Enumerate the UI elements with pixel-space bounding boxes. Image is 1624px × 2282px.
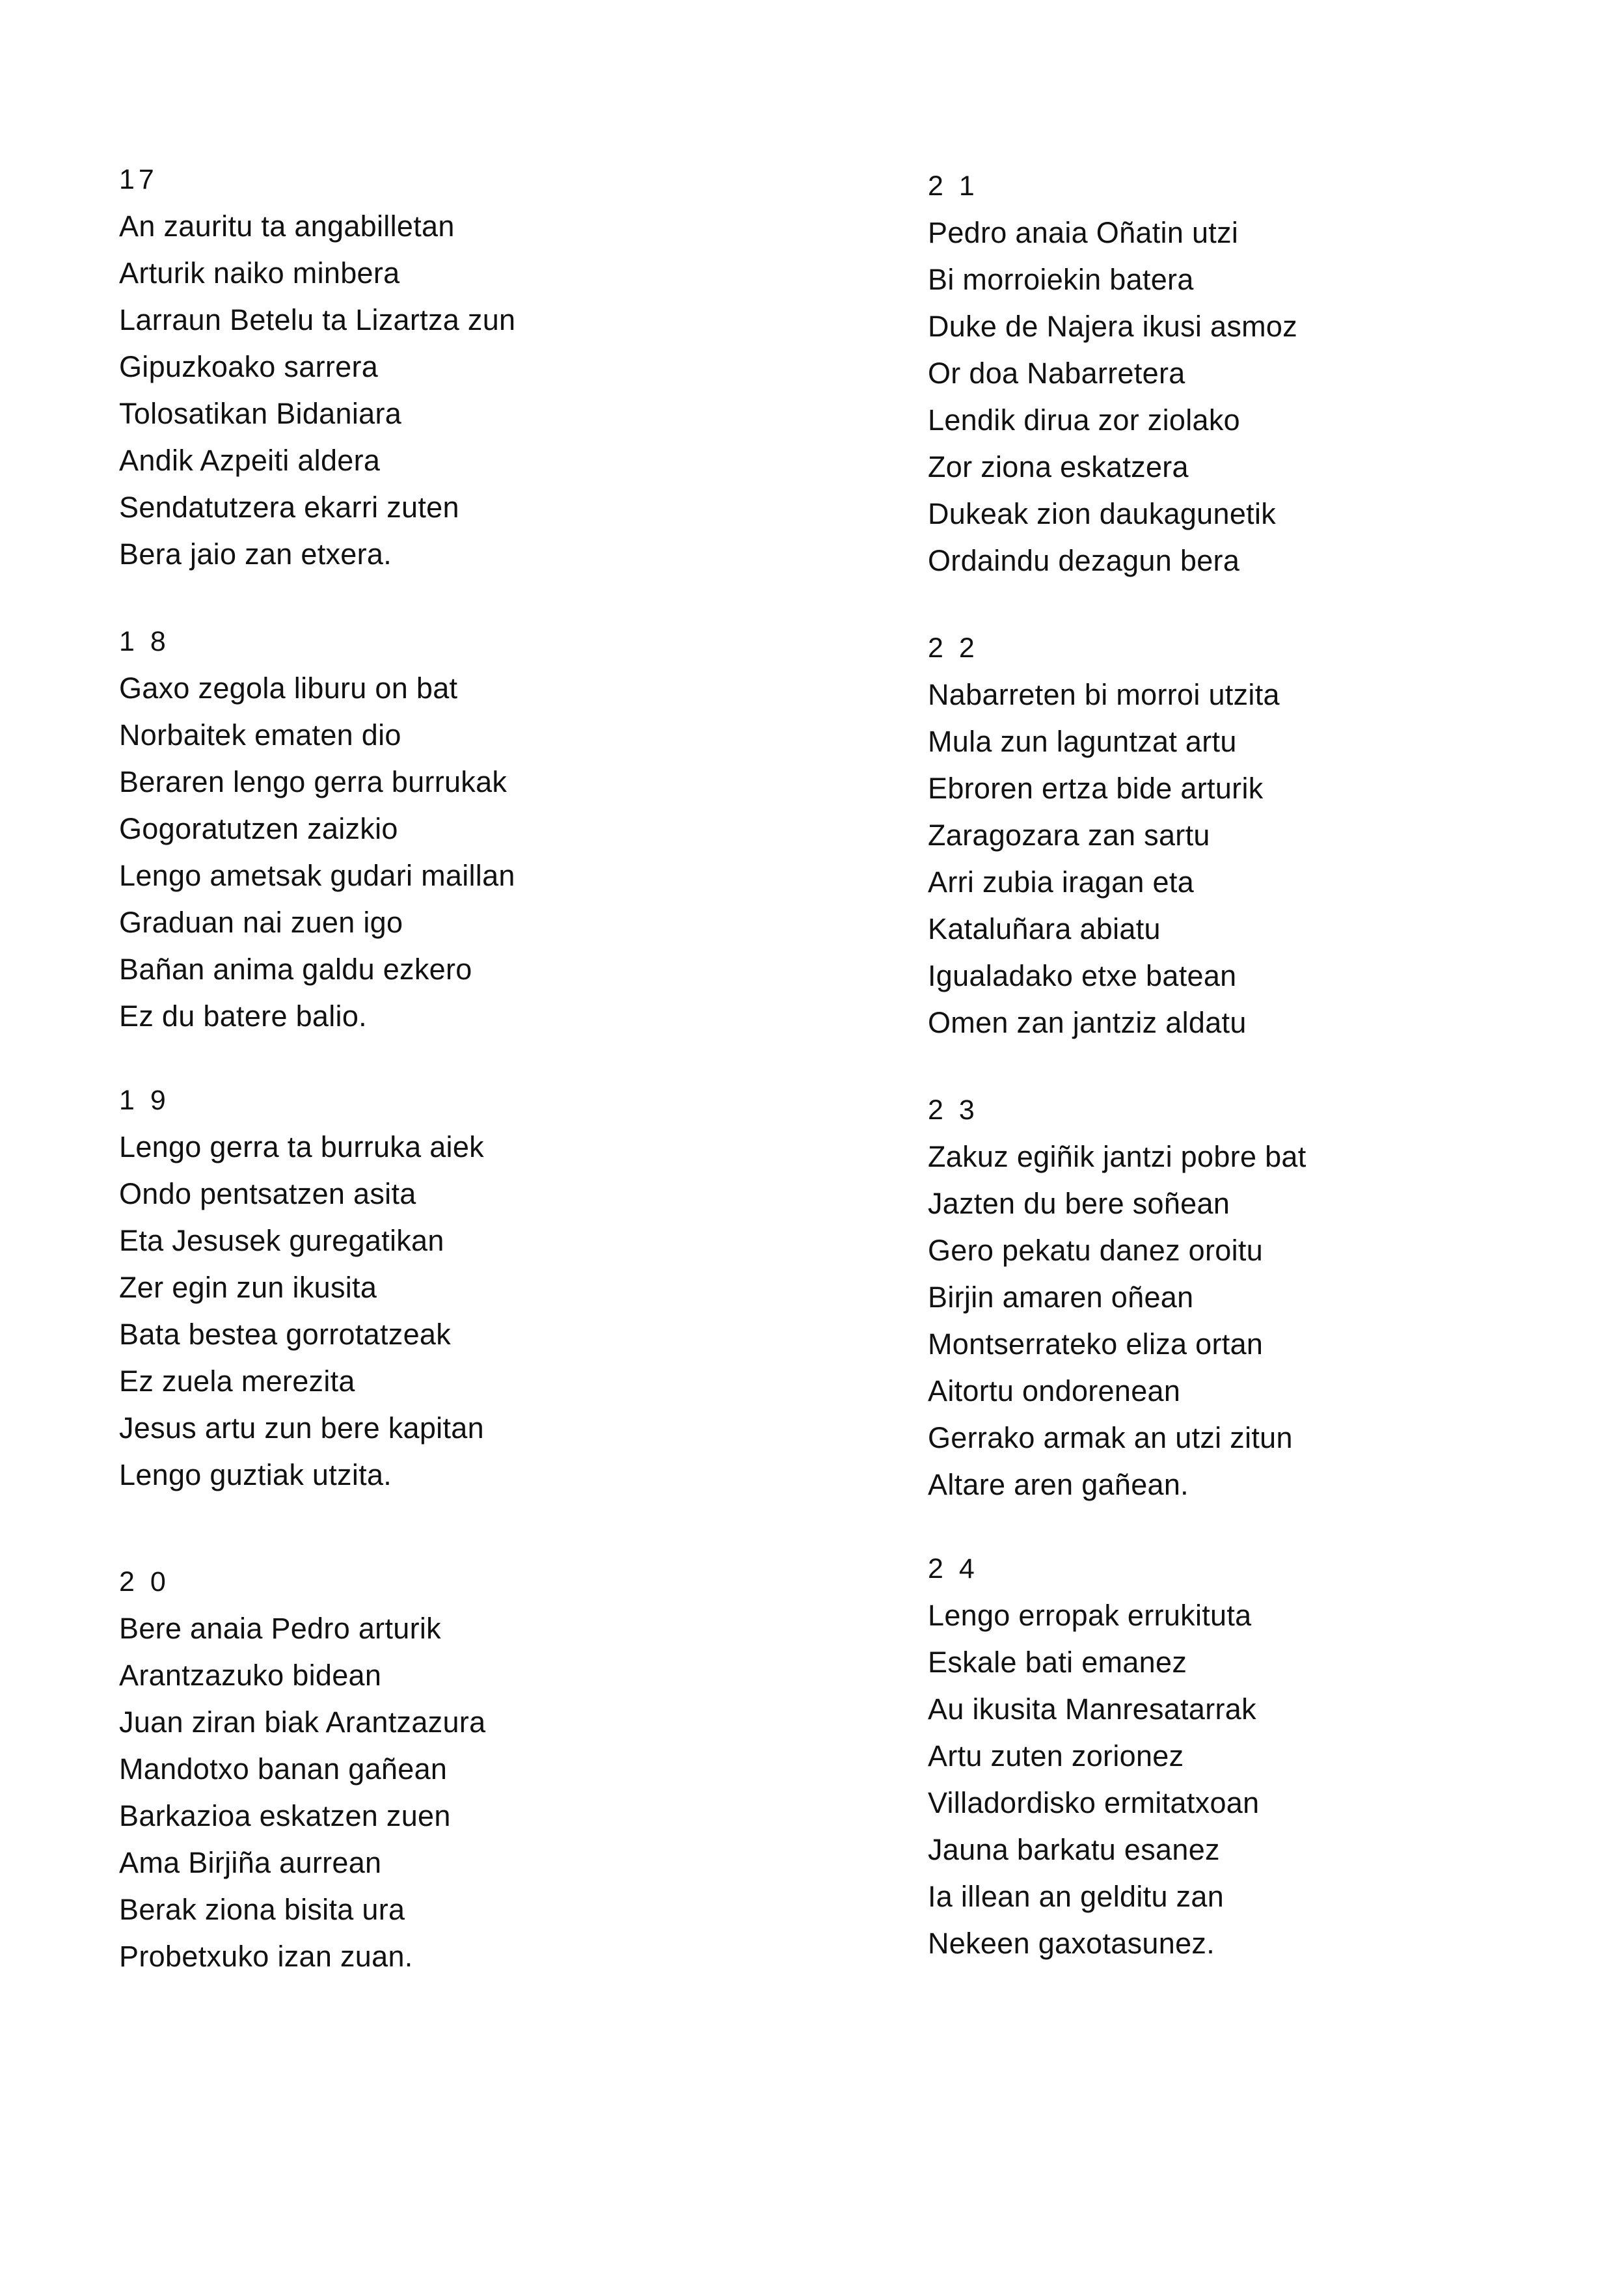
verse-line: Villadordisko ermitatxoan: [928, 1786, 1260, 1819]
verse-line: Berak ziona bisita ura: [119, 1893, 405, 1926]
verse-line: Probetxuko izan zuan.: [119, 1940, 413, 1973]
verse-line: Eta Jesusek guregatikan: [119, 1224, 444, 1257]
verse-line: Lengo ametsak gudari maillan: [119, 859, 515, 892]
verse-line: Ia illean an gelditu zan: [928, 1880, 1225, 1913]
verse-line: Dukeak zion daukagunetik: [928, 497, 1277, 530]
verse-line: Aitortu ondorenean: [928, 1374, 1181, 1407]
verse-line: Jauna barkatu esanez: [928, 1833, 1220, 1866]
verse-line: Zer egin zun ikusita: [119, 1271, 377, 1304]
verse-line: Igualadako etxe batean: [928, 959, 1237, 992]
verse-line: Artu zuten zorionez: [928, 1739, 1184, 1773]
verse-line: Beraren lengo gerra burrukak: [119, 765, 508, 798]
stanza-number: 2 0: [119, 1566, 170, 1597]
verse-line: Ondo pentsatzen asita: [119, 1177, 416, 1210]
verse-line: Juan ziran biak Arantzazura: [119, 1705, 486, 1739]
verse-line: Zakuz egiñik jantzi pobre bat: [928, 1140, 1306, 1173]
stanza-20: [119, 1558, 770, 1980]
verse-line: Larraun Betelu ta Lizartza zun: [119, 303, 516, 336]
verse-line: Ordaindu dezagun bera: [928, 544, 1240, 577]
verse-line: Omen zan jantziz aldatu: [928, 1006, 1247, 1039]
verse-line: Barkazioa eskatzen zuen: [119, 1799, 451, 1832]
verse-line: Arantzazuko bidean: [119, 1659, 382, 1692]
stanza-number: 17: [119, 164, 158, 195]
verse-line: Lengo erropak errukituta: [928, 1599, 1252, 1632]
stanza-number: 1 9: [119, 1085, 170, 1116]
stanza-number: 1 8: [119, 626, 170, 657]
verse-line: Bi morroiekin batera: [928, 263, 1194, 296]
stanza-24: [928, 1545, 1578, 1967]
verse-line: Bere anaia Pedro arturik: [119, 1612, 441, 1645]
stanza-23: [928, 1087, 1578, 1508]
verse-line: Eskale bati emanez: [928, 1646, 1187, 1679]
verse-line: Gero pekatu danez oroitu: [928, 1234, 1264, 1267]
verse-line: Graduan nai zuen igo: [119, 906, 403, 939]
stanza-number: 2 4: [928, 1553, 979, 1584]
verse-line: Altare aren gañean.: [928, 1468, 1189, 1501]
verse-line: Bata bestea gorrotatzeak: [119, 1318, 452, 1351]
verse-line: Lengo guztiak utzita.: [119, 1458, 392, 1491]
verse-line: Ama Birjiña aurrean: [119, 1846, 382, 1879]
verse-line: Lengo gerra ta burruka aiek: [119, 1130, 484, 1163]
verse-line: Montserrateko eliza ortan: [928, 1327, 1264, 1361]
stanza-21: [928, 163, 1578, 584]
verse-line: Mandotxo banan gañean: [119, 1752, 448, 1786]
verse-line: Norbaitek ematen dio: [119, 718, 401, 752]
verse-line: Jazten du bere soñean: [928, 1187, 1230, 1220]
verse-line: Or doa Nabarretera: [928, 357, 1185, 390]
verse-line: Ez du batere balio.: [119, 999, 367, 1033]
verse-line: Bera jaio zan etxera.: [119, 537, 392, 571]
verse-line: Tolosatikan Bidaniara: [119, 397, 402, 430]
stanza-17: [119, 156, 770, 578]
verse-line: Mula zun laguntzat artu: [928, 725, 1237, 758]
verse-line: Duke de Najera ikusi asmoz: [928, 310, 1298, 343]
verse-line: Au ikusita Manresatarrak: [928, 1692, 1256, 1726]
verse-line: Kataluñara abiatu: [928, 912, 1161, 945]
verse-line: Arturik naiko minbera: [119, 256, 400, 290]
verse-line: Nekeen gaxotasunez.: [928, 1927, 1215, 1960]
stanza-22: [928, 625, 1578, 1046]
verse-line: Bañan anima galdu ezkero: [119, 953, 472, 986]
verse-line: Gogoratutzen zaizkio: [119, 812, 398, 845]
stanza-number: 2 2: [928, 632, 979, 664]
stanza-19: [119, 1077, 770, 1499]
verse-line: Andik Azpeiti aldera: [119, 444, 381, 477]
verse-line: Birjin amaren oñean: [928, 1281, 1194, 1314]
verse-line: Sendatutzera ekarri zuten: [119, 491, 459, 524]
verse-line: Pedro anaia Oñatin utzi: [928, 216, 1239, 249]
verse-line: Gipuzkoako sarrera: [119, 350, 379, 383]
verse-line: Lendik dirua zor ziolako: [928, 403, 1240, 437]
verse-line: Jesus artu zun bere kapitan: [119, 1411, 484, 1445]
verse-line: Arri zubia iragan eta: [928, 865, 1195, 899]
verse-line: Zor ziona eskatzera: [928, 450, 1189, 483]
verse-line: Nabarreten bi morroi utzita: [928, 678, 1280, 711]
verse-line: An zauritu ta angabilletan: [119, 210, 455, 243]
verse-line: Gaxo zegola liburu on bat: [119, 672, 458, 705]
verse-line: Gerrako armak an utzi zitun: [928, 1421, 1293, 1454]
stanza-number: 2 1: [928, 170, 979, 202]
verse-line: Ebroren ertza bide arturik: [928, 772, 1264, 805]
stanza-18: [119, 618, 770, 1040]
verse-line: Ez zuela merezita: [119, 1365, 355, 1398]
stanza-number: 2 3: [928, 1094, 979, 1126]
verse-line: Zaragozara zan sartu: [928, 819, 1210, 852]
